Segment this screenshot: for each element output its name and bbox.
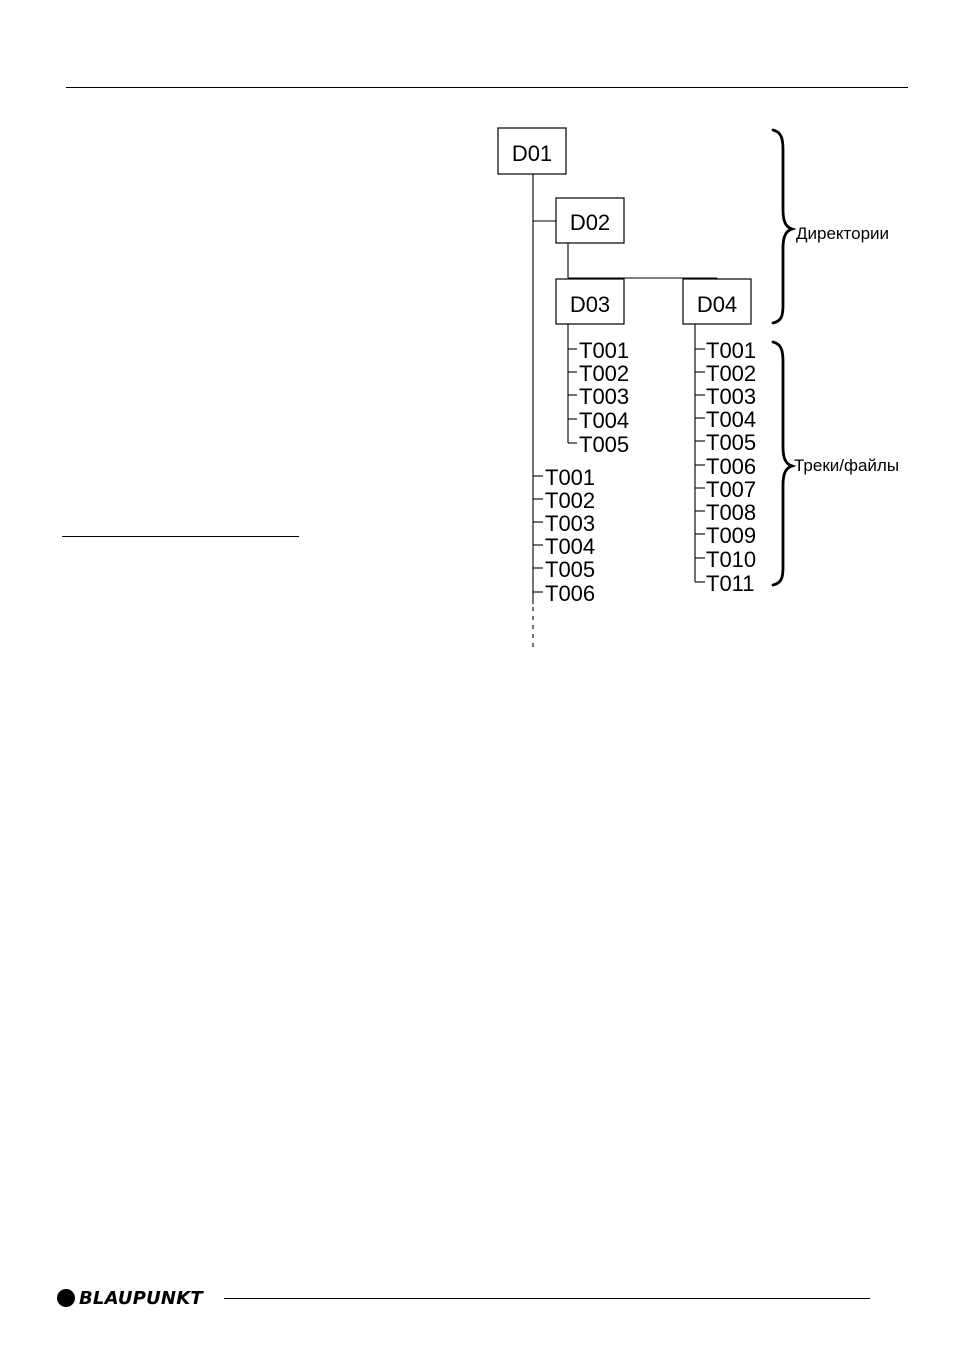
track-item: T007 <box>706 477 757 502</box>
tracks-brace-label: Треки/файлы <box>794 456 900 475</box>
track-item: T010 <box>706 547 757 572</box>
track-item: T002 <box>706 361 757 386</box>
track-item: T011 <box>706 571 755 596</box>
brand-name: BLAUPUNKT <box>79 1287 203 1309</box>
track-item: T002 <box>545 488 596 513</box>
track-item: T004 <box>579 408 630 433</box>
track-item: T001 <box>545 465 596 490</box>
brand-dot-icon <box>57 1289 75 1307</box>
track-item: T005 <box>706 430 757 455</box>
directories-brace <box>773 130 792 323</box>
track-item: T005 <box>545 557 596 582</box>
tracks-brace <box>773 342 792 585</box>
track-item: T002 <box>579 361 630 386</box>
dir-label-d01: D01 <box>511 141 553 166</box>
track-item: T001 <box>706 338 757 363</box>
track-item: T003 <box>545 511 596 536</box>
track-item: T003 <box>579 384 630 409</box>
footer-rule <box>224 1298 870 1299</box>
track-item: T006 <box>706 454 757 479</box>
track-item: T005 <box>579 432 630 457</box>
brand-logo <box>57 1286 203 1310</box>
d03-track-list <box>568 338 629 457</box>
dir-label-d02: D02 <box>569 210 611 235</box>
track-item: T003 <box>706 384 757 409</box>
track-item: T006 <box>545 581 596 606</box>
track-item: T009 <box>706 523 757 548</box>
dir-label-d04: D04 <box>696 292 738 317</box>
track-item: T004 <box>545 534 596 559</box>
track-item: T001 <box>579 338 630 363</box>
d04-track-list <box>695 338 756 596</box>
track-item: T008 <box>706 500 757 525</box>
track-item: T004 <box>706 407 757 432</box>
directories-brace-label: Директории <box>796 224 890 243</box>
dir-label-d03: D03 <box>569 292 611 317</box>
d01-track-list <box>533 465 595 606</box>
